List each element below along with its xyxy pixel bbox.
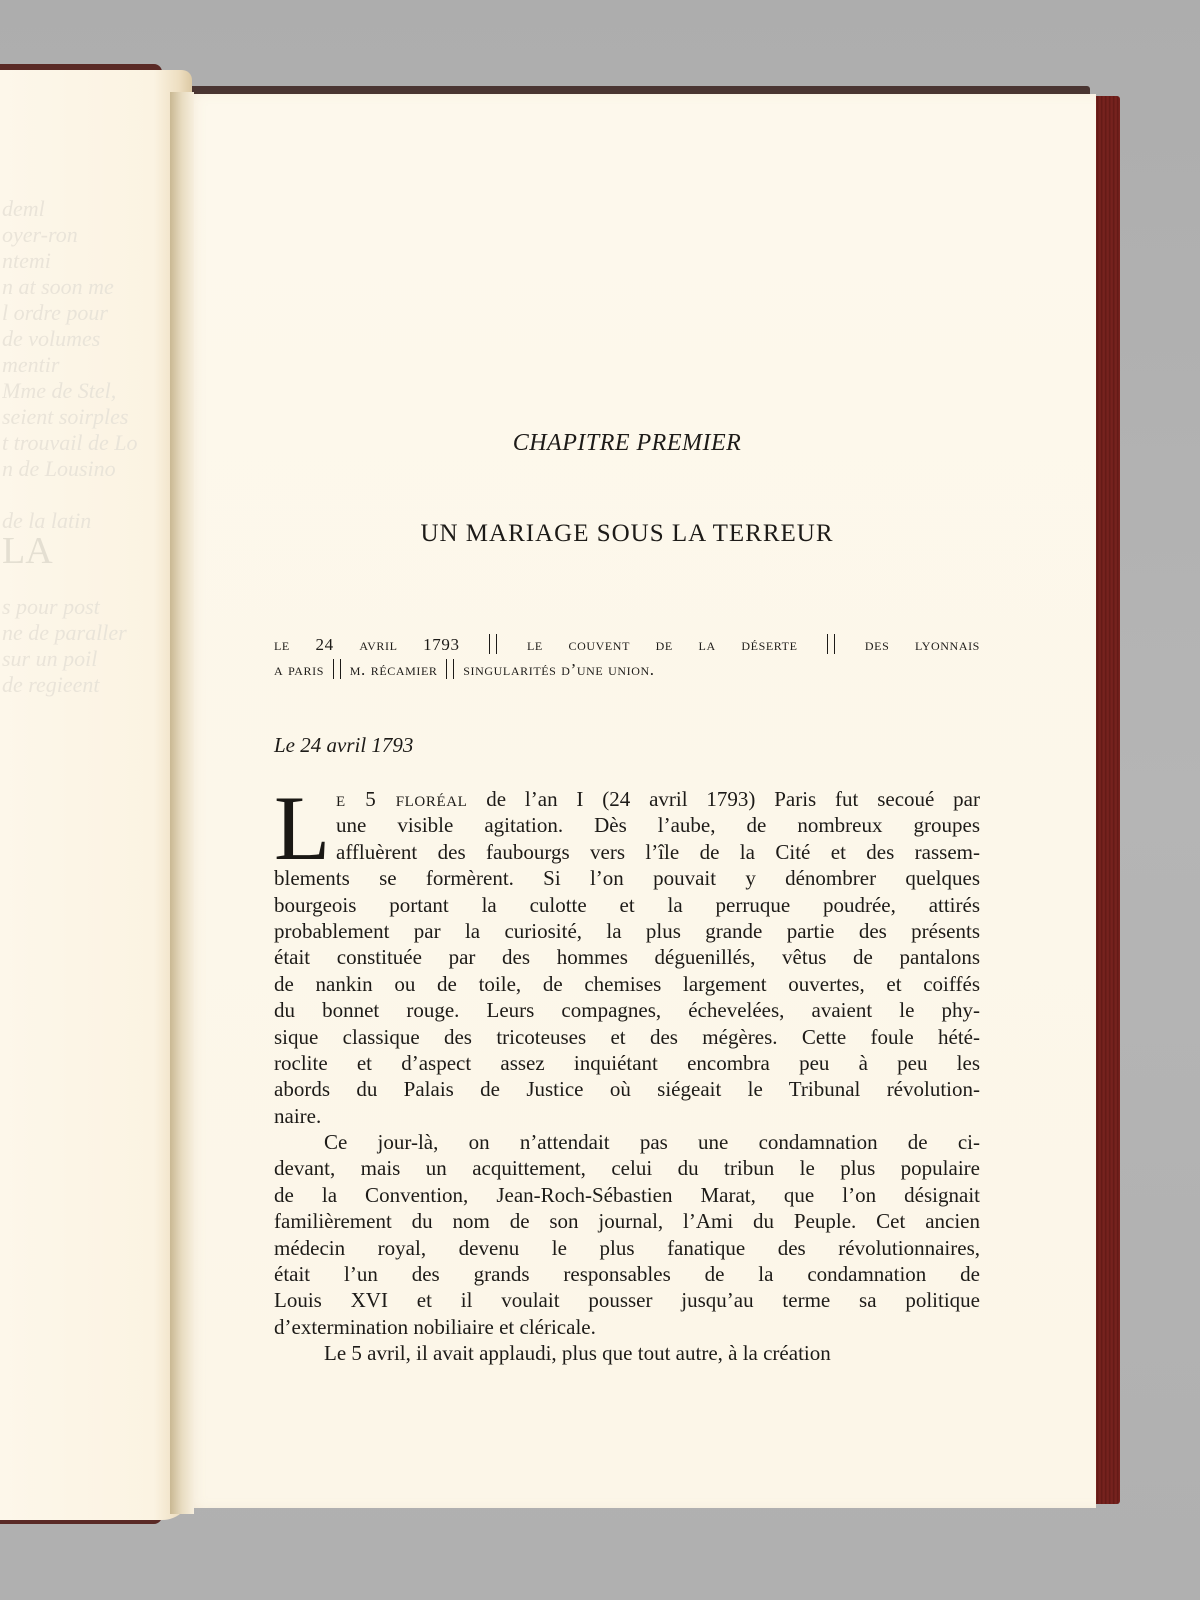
body-line: Ce jour-là, on n’attendait pas une condamnation de ci- [324, 1130, 980, 1155]
body-line: abords du Palais de Justice où siégeait le Tribunal révolution- [274, 1077, 980, 1102]
bleed-line: l ordre pour [2, 300, 108, 325]
separator-mark [446, 659, 454, 679]
summary-line-2 [274, 657, 980, 682]
summary-line-1 [274, 632, 980, 657]
separator-mark [827, 634, 835, 654]
chapter-title: UN MARIAGE SOUS LA TERREUR [420, 520, 834, 547]
separator-mark [333, 659, 341, 679]
bleed-line: LA [2, 534, 53, 568]
left-page [0, 70, 192, 1520]
bleed-line: sur un poil [2, 646, 98, 671]
section-heading: Le 24 avril 1793 [274, 733, 414, 757]
body-line: familièrement du nom de son journal, l’Ami du Peuple. Cet ancien [274, 1209, 980, 1234]
bleed-line [2, 568, 162, 594]
separator-mark [489, 634, 497, 654]
body-line: naire. [274, 1103, 322, 1128]
body-line: blements se formèrent. Si l’on pouvait y dénombrer quelques [274, 866, 980, 891]
bleed-line: n at soon me [2, 274, 114, 299]
summary-item: le couvent de la déserte [526, 635, 798, 654]
body-line: probablement par la curiosité, la plus grande partie des présents [274, 918, 980, 943]
body-line [274, 786, 980, 812]
bleed-line: Mme de Stel, [2, 378, 117, 403]
left-page-bleed-text [2, 196, 162, 698]
summary-item: le 24 avril 1793 [274, 635, 460, 654]
body-line: médecin royal, devenu le plus fanatique des révolutionnaires, [274, 1235, 980, 1260]
summary-item: des lyonnais [864, 635, 980, 654]
bleed-line: mentir [2, 352, 60, 377]
bleed-line: oyer-ron [2, 222, 78, 247]
body-line: du bonnet rouge. Leurs compagnes, échevelées, avaient le phy- [274, 998, 980, 1023]
body-line: Le 5 avril, il avait applaudi, plus que tout autre, à la création [324, 1341, 831, 1366]
body-line: une visible agitation. Dès l’aube, de nombreux groupes [336, 813, 980, 838]
bleed-line: s pour post [2, 594, 100, 619]
body-text [274, 777, 980, 1367]
bleed-line: ntemi [2, 248, 51, 273]
opening-small-caps: e 5 floréal [336, 787, 468, 811]
bleed-line [2, 482, 162, 508]
summary-item: m. récamier [349, 660, 438, 679]
opening-line-rest: de l’an I (24 avril 1793) Paris fut secoué par [467, 787, 980, 811]
bleed-line: de la latin [2, 508, 92, 533]
drop-cap: L [274, 777, 331, 879]
body-line: de la Convention, Jean-Roch-Sébastien Marat, que l’on désignait [274, 1182, 980, 1207]
chapter-heading: CHAPITRE PREMIER [512, 430, 742, 456]
body-line: roclite et d’aspect assez inquiétant encombra peu à peu les [274, 1050, 980, 1075]
chapter-summary [274, 632, 980, 682]
bleed-line: deml [2, 196, 45, 221]
body-line: devant, mais un acquittement, celui du tribun le plus populaire [274, 1156, 980, 1181]
body-line: de nankin ou de toile, de chemises largement ouvertes, et coiffés [274, 971, 980, 996]
body-line: était constituée par des hommes déguenillés, vêtus de pantalons [274, 945, 980, 970]
summary-item: singularités d’une union. [463, 660, 655, 679]
body-line: affluèrent des faubourgs vers l’île de la Cité et des rassem- [336, 839, 980, 864]
summary-item: a paris [274, 660, 325, 679]
bleed-line: t trouvail de Lo [2, 430, 138, 455]
body-line: Louis XVI et il voulait pousser jusqu’au terme sa politique [274, 1288, 980, 1313]
book-gutter [170, 92, 194, 1514]
bleed-line: de volumes [2, 326, 101, 351]
body-line: sique classique des tricoteuses et des mégères. Cette foule hété- [274, 1024, 980, 1049]
bleed-line: n de Lousino [2, 456, 116, 481]
body-line: bourgeois portant la culotte et la perruque poudrée, attirés [274, 892, 980, 917]
body-line: était l’un des grands responsables de la condamnation de [274, 1262, 980, 1287]
bleed-line: de regieent [2, 672, 100, 697]
bleed-line: ne de paraller [2, 620, 127, 645]
body-line: d’extermination nobiliaire et cléricale. [274, 1314, 596, 1339]
bleed-line: seient soirples [2, 404, 129, 429]
